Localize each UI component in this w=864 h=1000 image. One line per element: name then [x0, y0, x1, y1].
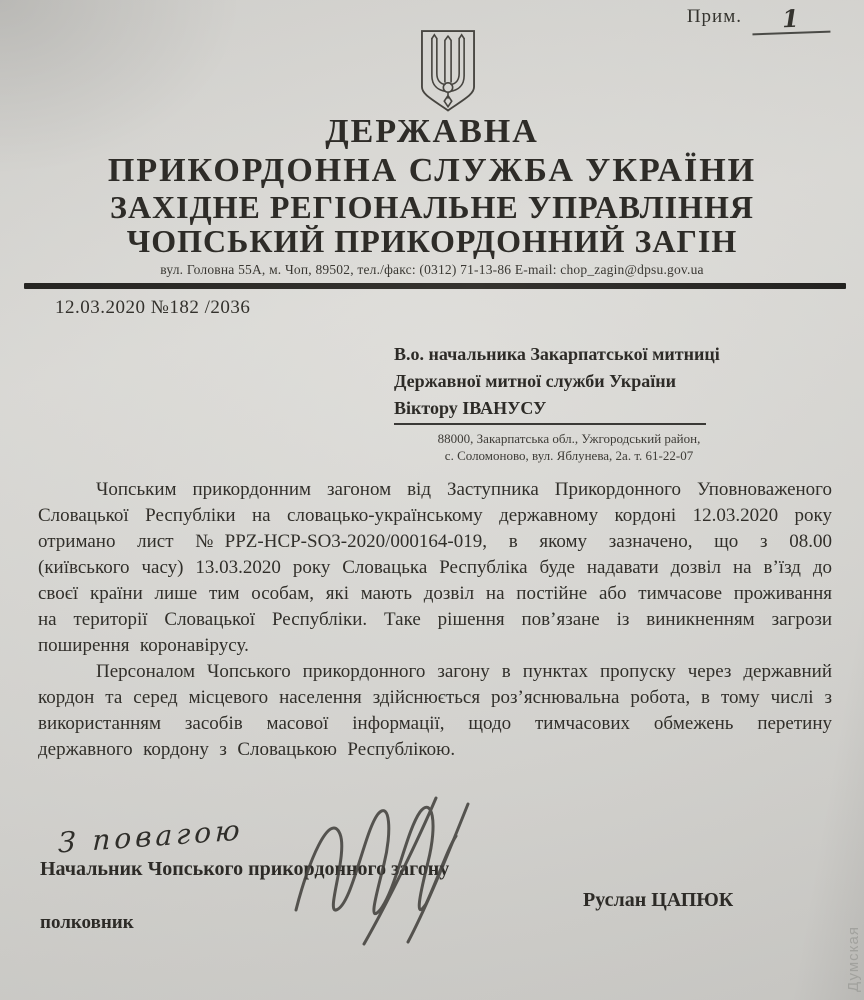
letterhead: [0, 112, 864, 278]
signer-name: Руслан ЦАПЮК: [583, 889, 734, 911]
letter-body: [38, 477, 832, 763]
recipient-name: Віктору ІВАНУСУ: [394, 395, 706, 425]
org-name-line2: ПРИКОРДОННА СЛУЖБА УКРАЇНИ: [107, 152, 757, 189]
org-address: вул. Головна 55А, м. Чоп, 89502, тел./факс: (0312) 71-13-86 E-mail: chop_zagin@dpsu.gov.ua: [160, 262, 704, 277]
watermark-label: Думская: [845, 926, 862, 992]
letterhead-divider-rule: [24, 283, 846, 289]
org-name-line1: ДЕРЖАВНА: [325, 113, 539, 150]
recipient-address-line2: с. Соломоново, вул. Яблунева, 2а. т. 61-22-07: [444, 448, 694, 463]
copy-note: [686, 3, 830, 34]
signer-rank: полковник: [40, 912, 134, 933]
ukraine-trident-emblem-icon: [417, 25, 479, 119]
recipient-title-line2: Державної митної служби України: [394, 371, 676, 391]
recipient-title-line1: В.о. начальника Закарпатської митниці: [394, 344, 720, 364]
handwritten-closing: З повагою: [57, 813, 245, 860]
recipient-address-line1: 88000, Закарпатська обл., Ужгородський район,: [437, 431, 701, 446]
org-name-line3: ЗАХІДНЕ РЕГІОНАЛЬНЕ УПРАВЛІННЯ: [110, 189, 754, 225]
handwritten-signature-icon: [268, 792, 518, 957]
recipient-address: [394, 430, 744, 464]
org-name-line4: ЧОПСЬКИЙ ПРИКОРДОННИЙ ЗАГІН: [126, 223, 738, 259]
body-paragraph-1: Чопським прикордонним загоном від Заступника Прикордонного Уповноваженого Словацької Республіки на словацько-українському державному кордоні 12.03.2020 року отримано лист №PPZ-HCP-SO3-2020/000164-019, в якому зазначено, що з 08.00 (київського часу) 13.03.2020 року Словацька Республіка буде надавати дозвіл на в’їзд до своєї країни лише тим особам, які мають дозвіл на постійне або тимчасове проживання на території Словацької Республіки. Таке рішення пов’язане із виникненням загрози поширення коронавірусу.: [38, 479, 832, 656]
recipient-block: [394, 341, 746, 464]
copy-note-label: Прим.: [686, 6, 742, 27]
signer-position-line: Начальник Чопського прикордонного загону: [40, 858, 450, 880]
copy-number-handwritten: 1: [752, 5, 831, 36]
body-paragraph-2: Персоналом Чопського прикордонного загону в пунктах пропуску через державний кордон та серед місцевого населення здійснюється роз’яснювальна робота, в тому числі з використанням засобів масової інформації, щодо тимчасових обмежень перетину державного кордону з Словацькою Республікою.: [38, 661, 832, 760]
reference-date-number: 12.03.2020 №182 /2036: [55, 297, 251, 318]
